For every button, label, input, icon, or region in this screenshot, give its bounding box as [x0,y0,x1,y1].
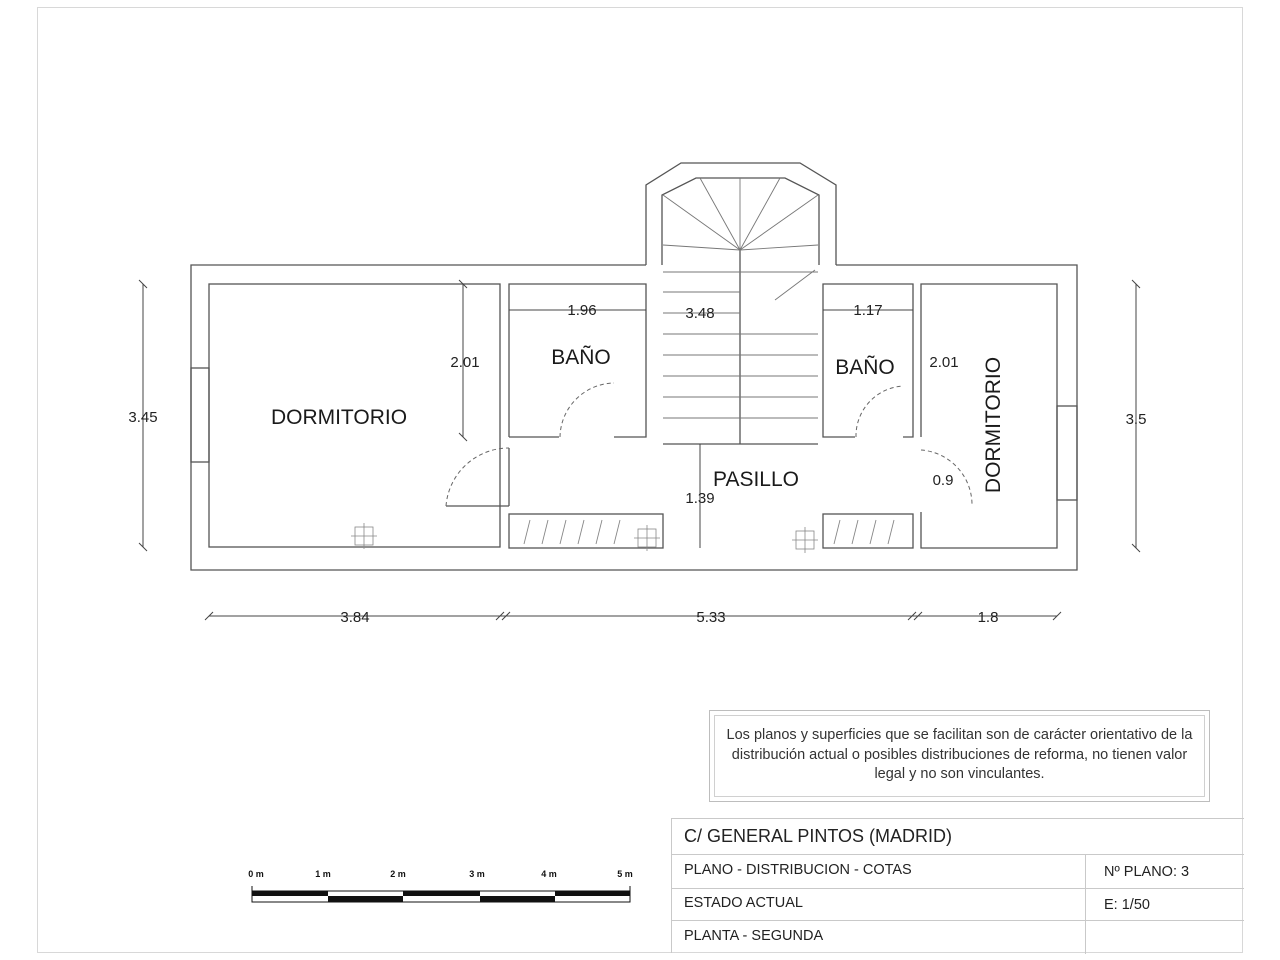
disclaimer-text: Los planos y superficies que se facilitan son de carácter orientativo de la distribución actual o posibles distribuciones de reforma, no tienen valor legal y no son vinculantes. [714,715,1205,797]
title-row-state [671,888,1244,920]
room-label-right-bathroom: BAÑO [835,356,895,379]
scale-text: E: 1/50 [1104,897,1150,913]
dim-left-height: 3.45 [128,409,158,426]
dim-bath-right-width: 1.17 [853,302,883,319]
scale-tick-1: 1 m [315,869,331,879]
scale-tick-2: 2 m [390,869,406,879]
title-divider-3 [1085,921,1086,954]
scale-tick-3: 3 m [469,869,485,879]
plan-number-text: Nº PLANO: 3 [1104,864,1190,880]
floor-text: PLANTA - SEGUNDA [684,928,824,944]
dim-right-door: 0.9 [932,472,954,489]
title-row-plan [671,854,1244,888]
scale-tick-4: 4 m [541,869,557,879]
dim-bottom-left: 3.84 [340,609,370,626]
room-label-hallway: PASILLO [713,468,799,491]
plan-type-text: PLANO - DISTRIBUCION - COTAS [684,862,912,878]
room-label-left-bedroom: DORMITORIO [270,406,408,429]
title-row-floor [671,920,1244,953]
scale-tick-5: 5 m [617,869,633,879]
scale-bar [252,886,630,902]
state-text: ESTADO ACTUAL [684,895,803,911]
room-label-left-bathroom: BAÑO [551,346,611,369]
title-row-address [671,818,1244,854]
disclaimer-box [709,710,1210,802]
room-label-right-bedroom: DORMITORIO [982,356,1005,494]
dim-bath-left-width: 1.96 [567,302,597,319]
dim-bottom-middle: 5.33 [696,609,726,626]
dim-right-height: 3.5 [1125,411,1147,428]
dim-left-bedroom-inner: 2.01 [450,354,480,371]
title-divider-2 [1085,889,1086,921]
address-text: C/ GENERAL PINTOS (MADRID) [684,826,953,846]
scale-tick-0: 0 m [248,869,264,879]
title-divider-1 [1085,855,1086,889]
dim-stair-width: 3.48 [685,305,715,322]
closet-hatch [524,520,894,544]
dim-bottom-right: 1.8 [977,609,999,626]
dim-right-bedroom-inner: 2.01 [929,354,959,371]
dim-hall-depth: 1.39 [685,490,715,507]
